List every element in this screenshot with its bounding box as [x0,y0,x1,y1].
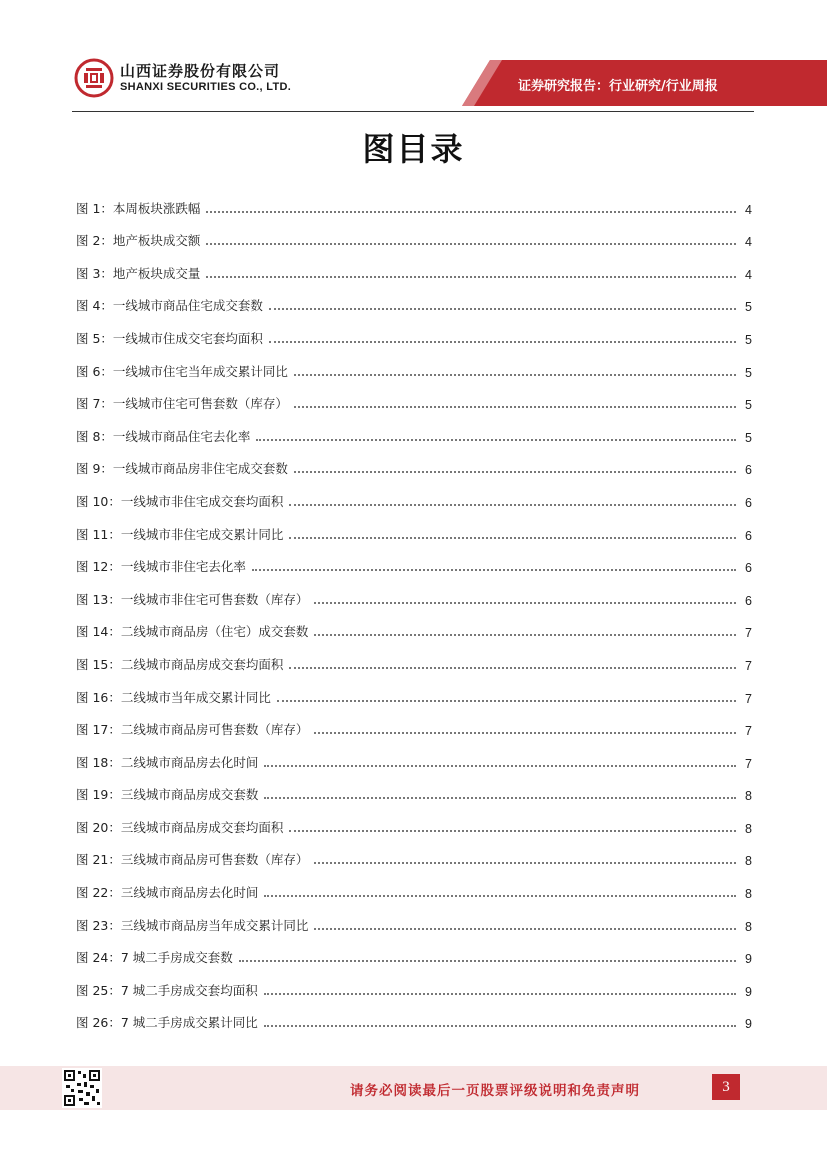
company-logo-icon [74,58,114,98]
toc-leader-dots [264,1025,736,1027]
toc-entry-label: 图 17：二线城市商品房可售套数（库存） [76,722,309,738]
toc-leader-dots [264,895,736,897]
toc-entry-label: 图 18：二线城市商品房去化时间 [76,754,259,770]
toc-entry-page: 8 [745,854,752,869]
toc-entry-page: 6 [745,593,752,608]
toc-entry-label: 图 4：一线城市商品住宅成交套数 [76,298,263,314]
toc-entry-page: 7 [745,626,752,641]
toc-entry[interactable] [76,184,752,217]
toc-entry[interactable] [76,934,752,967]
toc-leader-dots [277,700,736,702]
toc-entry-page: 9 [745,952,752,967]
figure-list [76,184,752,1031]
toc-entry-page: 4 [745,267,752,282]
toc-entry-page: 5 [745,398,752,413]
toc-entry[interactable] [76,608,752,641]
toc-entry[interactable] [76,249,752,282]
qr-code-icon [62,1068,102,1108]
toc-entry-label: 图 14：二线城市商品房（住宅）成交套数 [76,624,309,640]
toc-leader-dots [206,211,736,213]
toc-entry-page: 8 [745,887,752,902]
toc-leader-dots [239,960,736,962]
toc-entry-page: 6 [745,528,752,543]
toc-entry-label: 图 16：二线城市当年成交累计同比 [76,689,271,705]
toc-entry[interactable] [76,999,752,1032]
toc-leader-dots [264,797,736,799]
toc-entry-label: 图 1：本周板块涨跌幅 [76,200,201,216]
toc-entry-page: 9 [745,1017,752,1032]
toc-entry-page: 4 [745,235,752,250]
toc-entry[interactable] [76,380,752,413]
report-type-label: 证券研究报告：行业研究/行业周报 [518,79,718,94]
toc-entry-page: 5 [745,365,752,380]
toc-leader-dots [314,928,736,930]
toc-entry[interactable] [76,217,752,250]
toc-entry[interactable] [76,412,752,445]
toc-leader-dots [264,993,736,995]
toc-entry[interactable] [76,901,752,934]
toc-entry-page: 5 [745,430,752,445]
toc-entry-label: 图 6：一线城市住宅当年成交累计同比 [76,363,288,379]
toc-entry-label: 图 3：地产板块成交量 [76,265,201,281]
company-name-en: SHANXI SECURITIES CO., LTD. [120,81,292,93]
toc-leader-dots [314,732,736,734]
toc-entry[interactable] [76,771,752,804]
toc-entry[interactable] [76,445,752,478]
toc-entry-page: 6 [745,495,752,510]
toc-entry-page: 7 [745,658,752,673]
toc-entry-page: 5 [745,300,752,315]
toc-leader-dots [289,667,736,669]
toc-entry-page: 7 [745,756,752,771]
toc-entry[interactable] [76,314,752,347]
toc-leader-dots [256,439,736,441]
toc-entry[interactable] [76,575,752,608]
toc-leader-dots [314,634,736,636]
toc-leader-dots [294,471,736,473]
page-header [0,0,827,112]
disclaimer-text: 请务必阅读最后一页股票评级说明和免责声明 [350,1083,640,1099]
toc-leader-dots [289,537,736,539]
toc-entry-label: 图 22：三线城市商品房去化时间 [76,885,259,901]
toc-entry-label: 图 10：一线城市非住宅成交套均面积 [76,493,284,509]
toc-leader-dots [294,406,736,408]
toc-entry[interactable] [76,510,752,543]
toc-leader-dots [269,308,736,310]
toc-entry[interactable] [76,803,752,836]
toc-entry-label: 图 13：一线城市非住宅可售套数（库存） [76,591,309,607]
page-number: 3 [712,1074,740,1100]
toc-entry[interactable] [76,282,752,315]
toc-entry-label: 图 20：三线城市商品房成交套均面积 [76,819,284,835]
toc-entry-page: 5 [745,332,752,347]
toc-entry-label: 图 11：一线城市非住宅成交累计同比 [76,526,284,542]
toc-entry[interactable] [76,966,752,999]
toc-entry-label: 图 9：一线城市商品房非住宅成交套数 [76,461,288,477]
toc-entry-label: 图 21：三线城市商品房可售套数（库存） [76,852,309,868]
toc-entry[interactable] [76,868,752,901]
toc-entry-label: 图 24：7 城二手房成交套数 [76,950,233,966]
toc-entry[interactable] [76,543,752,576]
toc-leader-dots [206,276,736,278]
toc-entry-page: 8 [745,919,752,934]
toc-entry-page: 9 [745,984,752,999]
toc-entry-page: 8 [745,789,752,804]
toc-entry-page: 6 [745,561,752,576]
toc-entry[interactable] [76,477,752,510]
toc-entry-page: 7 [745,724,752,739]
toc-leader-dots [294,374,736,376]
toc-entry-label: 图 5：一线城市住成交宅套均面积 [76,330,263,346]
toc-leader-dots [314,862,736,864]
toc-entry[interactable] [76,706,752,739]
page-title: 图目录 [362,130,465,168]
toc-entry-label: 图 2：地产板块成交额 [76,233,201,249]
toc-entry-label: 图 15：二线城市商品房成交套均面积 [76,656,284,672]
toc-entry-page: 6 [745,463,752,478]
toc-entry[interactable] [76,738,752,771]
toc-entry-label: 图 12：一线城市非住宅去化率 [76,559,246,575]
toc-leader-dots [269,341,736,343]
toc-leader-dots [206,243,736,245]
toc-entry-label: 图 7：一线城市住宅可售套数（库存） [76,396,288,412]
toc-entry-page: 7 [745,691,752,706]
toc-entry-page: 4 [745,202,752,217]
toc-leader-dots [289,830,736,832]
toc-entry-label: 图 8：一线城市商品住宅去化率 [76,428,251,444]
toc-leader-dots [314,602,736,604]
toc-leader-dots [264,765,736,767]
toc-leader-dots [252,569,736,571]
toc-leader-dots [289,504,736,506]
toc-entry-label: 图 26：7 城二手房成交累计同比 [76,1015,258,1031]
toc-entry-label: 图 25：7 城二手房成交套均面积 [76,982,258,998]
toc-entry-page: 8 [745,821,752,836]
toc-entry-label: 图 23：三线城市商品房当年成交累计同比 [76,917,309,933]
toc-entry[interactable] [76,640,752,673]
toc-entry[interactable] [76,673,752,706]
toc-entry[interactable] [76,347,752,380]
company-name-cn: 山西证券股份有限公司 [120,62,281,80]
toc-entry[interactable] [76,836,752,869]
toc-entry-label: 图 19：三线城市商品房成交套数 [76,787,259,803]
header-divider [72,111,754,112]
